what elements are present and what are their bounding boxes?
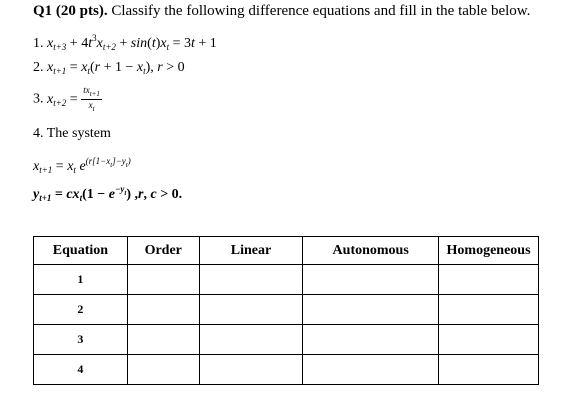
equation-3-label: 3. [33, 91, 44, 107]
table-row [34, 265, 539, 295]
row-equation-number: 2 [34, 295, 128, 325]
cell-order[interactable] [127, 355, 199, 385]
cell-autonomous[interactable] [303, 355, 439, 385]
equation-3-formula: $x_{t+2}$ = $\frac{tx_{t+1}}{x_t}$ [47, 85, 100, 113]
equation-2-formula: $x_{t+1} = x_t(r + 1 - x_t)$, r > 0 [47, 60, 185, 76]
cell-autonomous[interactable] [303, 265, 439, 295]
equation-3 [33, 86, 102, 113]
cell-order[interactable] [127, 325, 199, 355]
classification-table [33, 236, 539, 385]
header-homogeneous: Homogeneous [439, 237, 539, 265]
cell-autonomous[interactable] [303, 325, 439, 355]
cell-linear[interactable] [199, 325, 303, 355]
system-equation-2: $y_{t+1} = cx_t(1 - e^{-y_t})$ ,r, c > 0. [33, 184, 183, 203]
cell-linear[interactable] [199, 355, 303, 385]
equation-1-label: 1. [33, 36, 44, 51]
equation-4-text: The system [46, 126, 111, 141]
row-equation-number: 3 [34, 325, 128, 355]
equation-2 [33, 60, 185, 76]
table-row [34, 355, 539, 385]
equation-4 [33, 126, 111, 142]
cell-homogeneous[interactable] [439, 295, 539, 325]
question-points: (20 pts). [55, 3, 108, 19]
fraction: $\frac{tx_{t+1}}{x_t}$ [83, 85, 100, 113]
row-equation-number: 4 [34, 355, 128, 385]
question-instruction: Classify the following difference equations and fill in the table below. [111, 3, 531, 19]
header-linear: Linear [199, 237, 303, 265]
row-equation-number: 1 [34, 265, 128, 295]
header-order: Order [127, 237, 199, 265]
cell-order[interactable] [127, 265, 199, 295]
table-row [34, 325, 539, 355]
cell-order[interactable] [127, 295, 199, 325]
cell-linear[interactable] [199, 295, 303, 325]
table-row [34, 295, 539, 325]
table-header-row [34, 237, 539, 265]
header-equation: Equation [34, 237, 128, 265]
equation-1 [33, 33, 217, 52]
equation-2-label: 2. [33, 60, 44, 75]
system-equation-1: $x_{t+1} = x_t$ $e^{(r[1-x_t]-y_t)}$ [33, 156, 131, 175]
question-heading [33, 3, 530, 20]
equation-1-formula: $x_{t+3} + 4t^3x_{t+2} + \sin(t)x_t = 3t + 1$ [47, 33, 217, 52]
equation-4-label: 4. [33, 126, 44, 141]
question-number: Q1 [33, 3, 53, 19]
cell-homogeneous[interactable] [439, 355, 539, 385]
cell-homogeneous[interactable] [439, 325, 539, 355]
cell-linear[interactable] [199, 265, 303, 295]
header-autonomous: Autonomous [303, 237, 439, 265]
cell-autonomous[interactable] [303, 295, 439, 325]
cell-homogeneous[interactable] [439, 265, 539, 295]
